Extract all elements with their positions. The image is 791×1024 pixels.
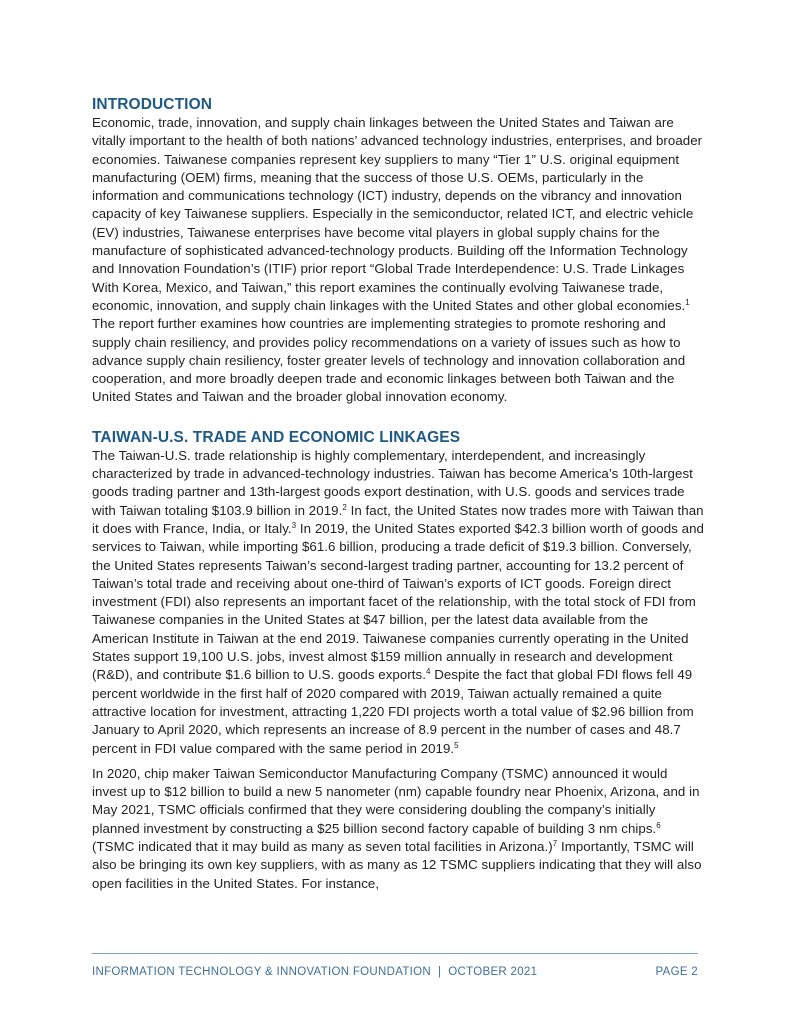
- paragraph-text-run: In 2020, chip maker Taiwan Semiconductor Manufacturing Company (TSMC) announced it would invest up to $12 billion to build a new 5 nanometer (nm) capable foundry near Phoenix, Arizona, and in May 2021, TSMC officials confirmed that they were considering doubling the company’s initially planned investment by constructing a $25 billion second factory capable of building 3 nm chips.: [92, 765, 700, 836]
- page-content: [92, 95, 704, 893]
- footnote-reference[interactable]: 3: [291, 520, 297, 530]
- footnote-reference[interactable]: 4: [425, 667, 431, 677]
- paragraph-text-run: (TSMC indicated that it may build as many as seven total facilities in Arizona.): [92, 838, 553, 854]
- paragraph-text-run: Despite the fact that global FDI flows fell 49 percent worldwide in the first half of 2020 compared with 2019, Taiwan actually remained a quite attractive location for investment, attracting 1,220 FDI projects worth a total value of $2.96 billion from January to April 2020, which represents an increase of 8.9 percent in the number of cases and 48.7 percent in FDI value compared with the same period in 2019.: [92, 667, 694, 756]
- footer-divider: [92, 953, 698, 954]
- footnote-reference[interactable]: 5: [454, 740, 459, 750]
- footer-page-number: PAGE 2: [655, 966, 698, 978]
- paragraph-text-run: Importantly, TSMC will also be bringing its own key suppliers, with as many as 12 TSMC suppliers indicating that they will also open facilities in the United States. For instance,: [92, 838, 702, 891]
- paragraph-text-run: Economic, trade, innovation, and supply chain linkages between the United States and Taiwan are vitally important to the health of both nations’ advanced technology industries, enterprises, and broader economies. Taiwanese companies represent key suppliers to many “Tier 1” U.S. original equipment manufacturing (OEM) firms, meaning that the success of those U.S. OEMs, particularly in the information and communications technology (ICT) industry, depends on the vibrancy and innovation capacity of key Taiwanese suppliers. Especially in the semiconductor, related ICT, and electric vehicle (EV) industries, Taiwanese enterprises have become vital players in global supply chains for the manufacture of sophisticated advanced-technology products. Building off the Information Technology and Innovation Foundation’s (ITIF) prior report “Global Trade Interdependence: U.S. Trade Linkages With Korea, Mexico, and Taiwan,” this report examines the continually evolving Taiwanese trade, economic, innovation, and supply chain linkages with the United States and other global economies.: [92, 115, 703, 313]
- footnote-reference[interactable]: 7: [552, 838, 558, 848]
- trade-linkages-paragraph-1: [92, 447, 704, 758]
- section-heading-introduction: INTRODUCTION: [92, 96, 213, 113]
- section-heading-trade-linkages: TAIWAN-U.S. TRADE AND ECONOMIC LINKAGES: [92, 428, 461, 446]
- introduction-paragraph: [92, 114, 704, 407]
- footnote-reference[interactable]: 1: [685, 297, 690, 307]
- footnote-reference[interactable]: 6: [656, 820, 661, 830]
- footer-publisher: INFORMATION TECHNOLOGY & INNOVATION FOUNDATION | OCTOBER 2021: [92, 966, 538, 978]
- paragraph-text-run: In fact, the United States now trades more with Taiwan than it does with France, India, or Italy.: [92, 502, 704, 536]
- paragraph-text-run: The report further examines how countries are implementing strategies to promote reshoring and supply chain resiliency, and provides policy recommendations on a variety of issues such as how to advance supply chain resiliency, foster greater levels of technology and innovation collaboration and cooperation, and more broadly deepen trade and economic linkages between both Taiwan and the United States and Taiwan and the broader global innovation economy.: [92, 316, 686, 405]
- footnote-reference[interactable]: 2: [342, 502, 347, 512]
- trade-linkages-paragraph-2: [92, 765, 704, 893]
- paragraph-text-run: In 2019, the United States exported $42.3 billion worth of goods and services to Taiwan, while importing $61.6 billion, producing a trade deficit of $19.3 billion. Conversely, the United States represents Taiwan’s second-largest trading partner, accounting for 13.2 percent of Taiwan’s total trade and receiving about one-third of Taiwan’s exports of ICT goods. Foreign direct investment (FDI) also represents an important facet of the relationship, with the total stock of FDI from Taiwanese companies in the United States at $47 billion, per the latest data available from the American Institute in Taiwan at the end 2019. Taiwanese companies currently operating in the United States support 19,100 U.S. jobs, invest almost $159 million annually in research and development (R&D), and contribute $1.6 billion to U.S. goods exports.: [92, 520, 704, 683]
- paragraph-text-run: The Taiwan-U.S. trade relationship is highly complementary, interdependent, and increasingly characterized by trade in advanced-technology industries. Taiwan has become America’s 10th-largest goods trading partner and 13th-largest goods export destination, with U.S. goods and services trade with Taiwan totaling $103.9 billion in 2019.: [92, 447, 693, 518]
